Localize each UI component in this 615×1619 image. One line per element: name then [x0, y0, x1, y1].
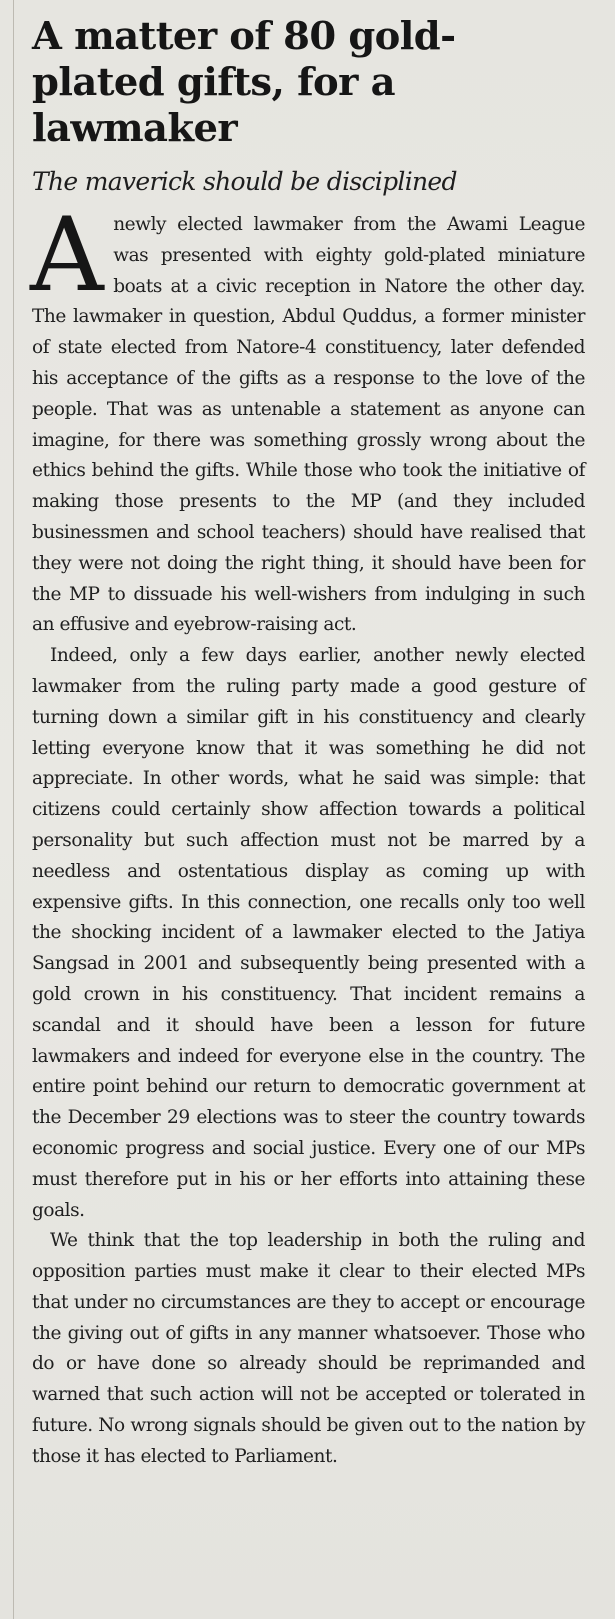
paragraph-1 [30, 196, 585, 641]
deck-subheadline: The maverick should be disciplined [32, 167, 457, 196]
paragraph-1-text: newly elected lawmaker from the Awami League was presented with eighty gold-plated miniature boats at a civic reception in Natore the other day. The lawmaker in question, Abdul Quddus, a former minister of state elected from Natore-4 constituency, later defended his acceptance of the gifts as a response to the love of the people. That was as untenable a statement as anyone can imagine, for there was something grossly wrong about the ethics behind the gifts. While those who took the initiative of making those presents to the MP (and they included businessmen and school teachers) should have realised that they were not doing the right thing, it should have been for the MP to dissuade his well-wishers from indulging in such an effusive and eyebrow-raising act. [32, 214, 585, 636]
headline: A matter of 80 gold-plated gifts, for a lawmaker [32, 14, 456, 151]
paragraph-3: We think that the top leadership in both the ruling and opposition parties must make it clear to their elected MPs that under no circumstances are they to accept or encourage the giving out of gifts in any manner whatsoever. Those who do or have done so already should be reprimanded and warned that such action will not be accepted or tolerated in future. No wrong signals should be given out to the nation by those it has elected to Parliament. [32, 1230, 585, 1467]
paragraph-2: Indeed, only a few days earlier, another newly elected lawmaker from the ruling party made a good gesture of turning down a similar gift in his constituency and clearly letting everyone know that it was something he did not appreciate. In other words, what he said was simple: that citizens could certainly show affection towards a political personality but such affection must not be marred by a needless and ostentatious display as coming up with expensive gifts. In this connection, one recalls only too well the shocking incident of a lawmaker elected to the Jatiya Sangsad in 2001 and subsequently being presented with a gold crown in his constituency. That incident remains a scandal and it should have been a lesson for future lawmakers and indeed for everyone else in the country. The entire point behind our return to democratic government at the December 29 elections was to steer the country towards economic progress and social justice. Every one of our MPs must therefore put in his or her efforts into attaining these goals. [32, 645, 585, 1221]
article-body [30, 196, 585, 1473]
drop-cap: A [30, 196, 104, 315]
column-rule [13, 0, 14, 1619]
